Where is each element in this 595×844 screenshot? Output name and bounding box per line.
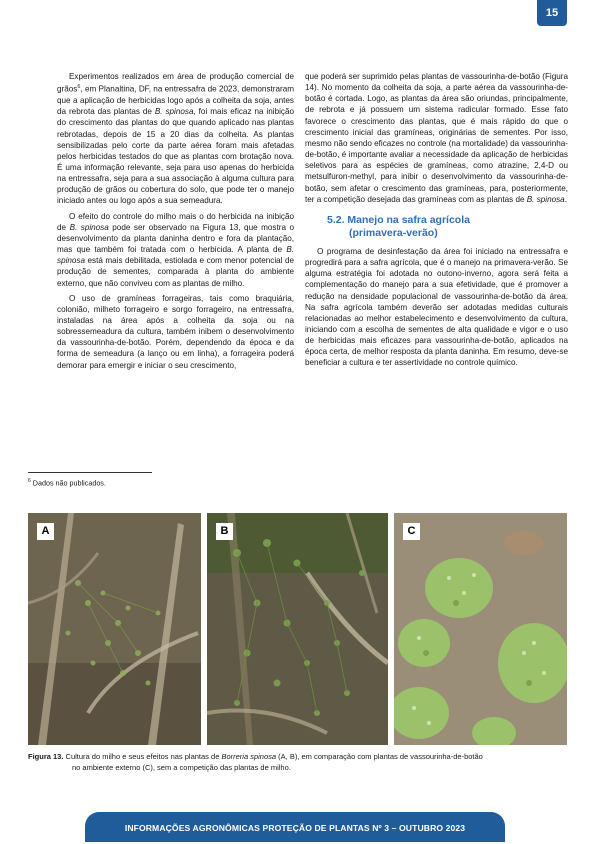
left-column (57, 71, 294, 375)
footnote-marker: 6 (77, 84, 81, 91)
figure-photo-c (394, 513, 567, 745)
section-heading: 5.2. Manejo na safra agrícola (primavera-verão) (327, 213, 470, 239)
paragraph: O uso de gramíneas forrageiras, tais como braquiária, colonião, milheto forrageiro e sorgo forrageiro, na entressafra, instaladas na área após a colheita da soja ou na sobressemeadura da cultura, também inibem o desenvolvimento da vassourinha-de-botão. Porém, dependendo da época e da forma de semeadura (a lanço ou em linha), a forrageira poderá demorar para emergir e iniciar o seu crescimento, (57, 293, 294, 370)
paragraph: que poderá ser suprimido pelas plantas de vassourinha-de-botão (Figura 14). No momento da colheita da soja, a parte aérea da vassourinha-de-botão é cortada. Logo, as plantas da área são oriundas, principalmente, de rebrota e já possuem um sistema radicular formado. Esse fato favorece o crescimento das plantas, que é mais rápido do que o crescimento inicial das gramíneas, originárias de sementes. Por isso, mesmo não sendo eficazes no controle (na mortalidade) da vassourinha-de-botão, é importante avaliar a necessidade da aplicação de herbicidas seletivos para as espécies de gramíneas, como atrazine, 2,4-D ou metsulfuron-methyl, para inibir o desenvolvimento da vassourinha-de-botão, sem afetar o crescimento das gramíneas, para, posteriormente, ter a competição desejada das gramíneas com as plantas de B. spinosa. (305, 72, 568, 204)
footer-banner: INFORMAÇÕES AGRONÔMICAS PROTEÇÃO DE PLANTAS Nº 3 – OUTUBRO 2023 (85, 812, 505, 842)
paragraph: O programa de desinfestação da área foi iniciado na entressafra e progredirá para a safra agrícola, que é o manejo na primavera-verão. Se alguma estratégia foi adotada no outono-inverno, agora será feita a complementação do manejo para a sua efetividade, que é promover a redução na densidade populacional de vassourinha-de-botão da área. Na safra agrícola também deverão ser adotadas medidas culturais relacionadas ao melhor estabelecimento e desenvolvimento da cultura, iniciando com a escolha de sementes de alta qualidade e vigor e o uso de herbicidas mais eficazes para vassourinha-de-botão, aplicados na época certa, de melhor resposta da planta daninha. Em resumo, deve-se beneficiar a cultura e ter assertividade no controle químico. (305, 246, 568, 368)
figure-label-c: C (403, 523, 420, 540)
footnote-divider (28, 472, 152, 473)
figure-label-b: B (216, 523, 233, 540)
right-column (305, 71, 568, 373)
page-number: 15 (537, 0, 567, 26)
figure-label-a: A (37, 523, 54, 540)
figure-photo-a (28, 513, 201, 745)
footnote: $^6$ Dados não publicados. (28, 478, 106, 488)
figure-caption: Figura 13. Cultura do milho e seus efeitos nas plantas de Borreria spinosa (A, B), em comparação com plantas de vassourinha-de-botão no ambiente externo (C), sem a competição das plantas de milho. (28, 752, 483, 772)
paragraph: O efeito do controle do milho mais o do herbicida na inibição de B. spinosa pode ser observado na Figura 13, que mostra o desenvolvimento da planta daninha dentro e fora da plantação, mas que também foi tratada com o herbicida. A planta de B. spinosa está mais debilitada, estiolada e com menor potencial de produção de sementes, comparada à planta do ambiente externo, que não conviveu com as plantas de milho. (57, 211, 294, 288)
paragraph: Experimentos realizados em área de produção comercial de grãos$^6$, em Planaltina, DF, na entressafra de 2023, demonstraram que a aplicação de herbicidas logo após a colheita da soja, antes da rebrota das plantas de B. spinosa, foi mais eficaz na inibição do crescimento das plantas do que quando aplicado nas plantas rebrotadas, depois de 15 a 20 dias da colheita. As plantas sensibilizadas pelo corte da parte aérea foram mais afetadas pelos herbicidas testados do que as plantas com brotação nova. É uma informação relevante, seja para uso apenas do herbicida na entressafra, seja para a sua associação à alguma cultura para produção de grãos ou cobertura do solo, que pode ter o manejo iniciado antes ou logo após a sua semeadura. (57, 72, 294, 206)
figure-photo-b (207, 513, 388, 745)
